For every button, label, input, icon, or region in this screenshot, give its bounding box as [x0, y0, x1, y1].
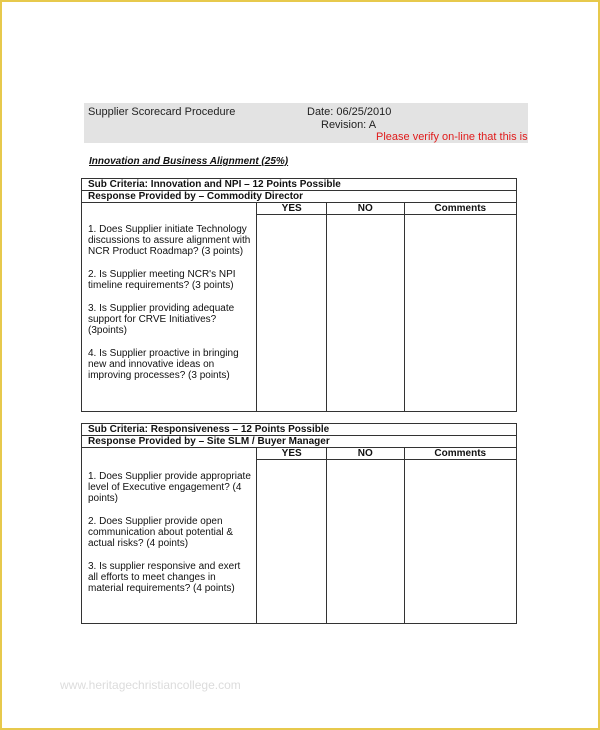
comments-cell[interactable] — [404, 460, 516, 624]
question-column-header — [82, 448, 257, 460]
question-column-header — [82, 203, 257, 215]
question-item: 1. Does Supplier provide appropriate level of Executive engagement? (4 points) — [88, 470, 251, 504]
document-revision: Revision: A — [321, 119, 377, 131]
no-answer-cell[interactable] — [327, 460, 405, 624]
watermark: www.heritagechristiancollege.com — [60, 678, 241, 692]
yes-column-header: YES — [257, 448, 327, 460]
questions-cell — [82, 215, 257, 412]
yes-answer-cell[interactable] — [257, 215, 327, 412]
document-date: Date: 06/25/2010 — [307, 106, 392, 118]
comments-column-header: Comments — [404, 448, 516, 460]
question-item: 3. Is supplier responsive and exert all efforts to meet changes in material requirements? (4 points) — [88, 560, 241, 594]
yes-answer-cell[interactable] — [257, 460, 327, 624]
question-item: 2. Does Supplier provide open communication about potential & actual risks? (4 points) — [88, 515, 234, 549]
no-column-header: NO — [327, 448, 405, 460]
no-answer-cell[interactable] — [327, 215, 405, 412]
sub-criteria-label: Sub Criteria: Responsiveness – 12 Points Possible — [82, 424, 517, 436]
comments-column-header: Comments — [404, 203, 516, 215]
verify-notice: Please verify on-line that this is — [376, 131, 528, 143]
response-provider-label: Response Provided by – Commodity Director — [82, 191, 517, 203]
question-item: 3. Is Supplier providing adequate support for CRVE Initiatives? (3points) — [88, 302, 235, 336]
question-item: 4. Is Supplier proactive in bringing new and innovative ideas on improving processes? (3 points) — [88, 347, 239, 381]
questions-cell — [82, 460, 257, 624]
yes-column-header: YES — [257, 203, 327, 215]
question-item: 1. Does Supplier initiate Technology discussions to assure alignment with NCR Product Roadmap? (3 points) — [88, 223, 251, 257]
document-title: Supplier Scorecard Procedure — [88, 106, 236, 118]
response-provider-label: Response Provided by – Site SLM / Buyer Manager — [82, 436, 517, 448]
criteria-table-responsiveness — [81, 423, 517, 624]
comments-cell[interactable] — [404, 215, 516, 412]
criteria-table-innovation — [81, 178, 517, 412]
sub-criteria-label: Sub Criteria: Innovation and NPI – 12 Points Possible — [82, 179, 517, 191]
question-item: 2. Is Supplier meeting NCR's NPI timeline requirements? (3 points) — [88, 268, 236, 291]
no-column-header: NO — [327, 203, 405, 215]
section-title: Innovation and Business Alignment (25%) — [89, 156, 289, 167]
